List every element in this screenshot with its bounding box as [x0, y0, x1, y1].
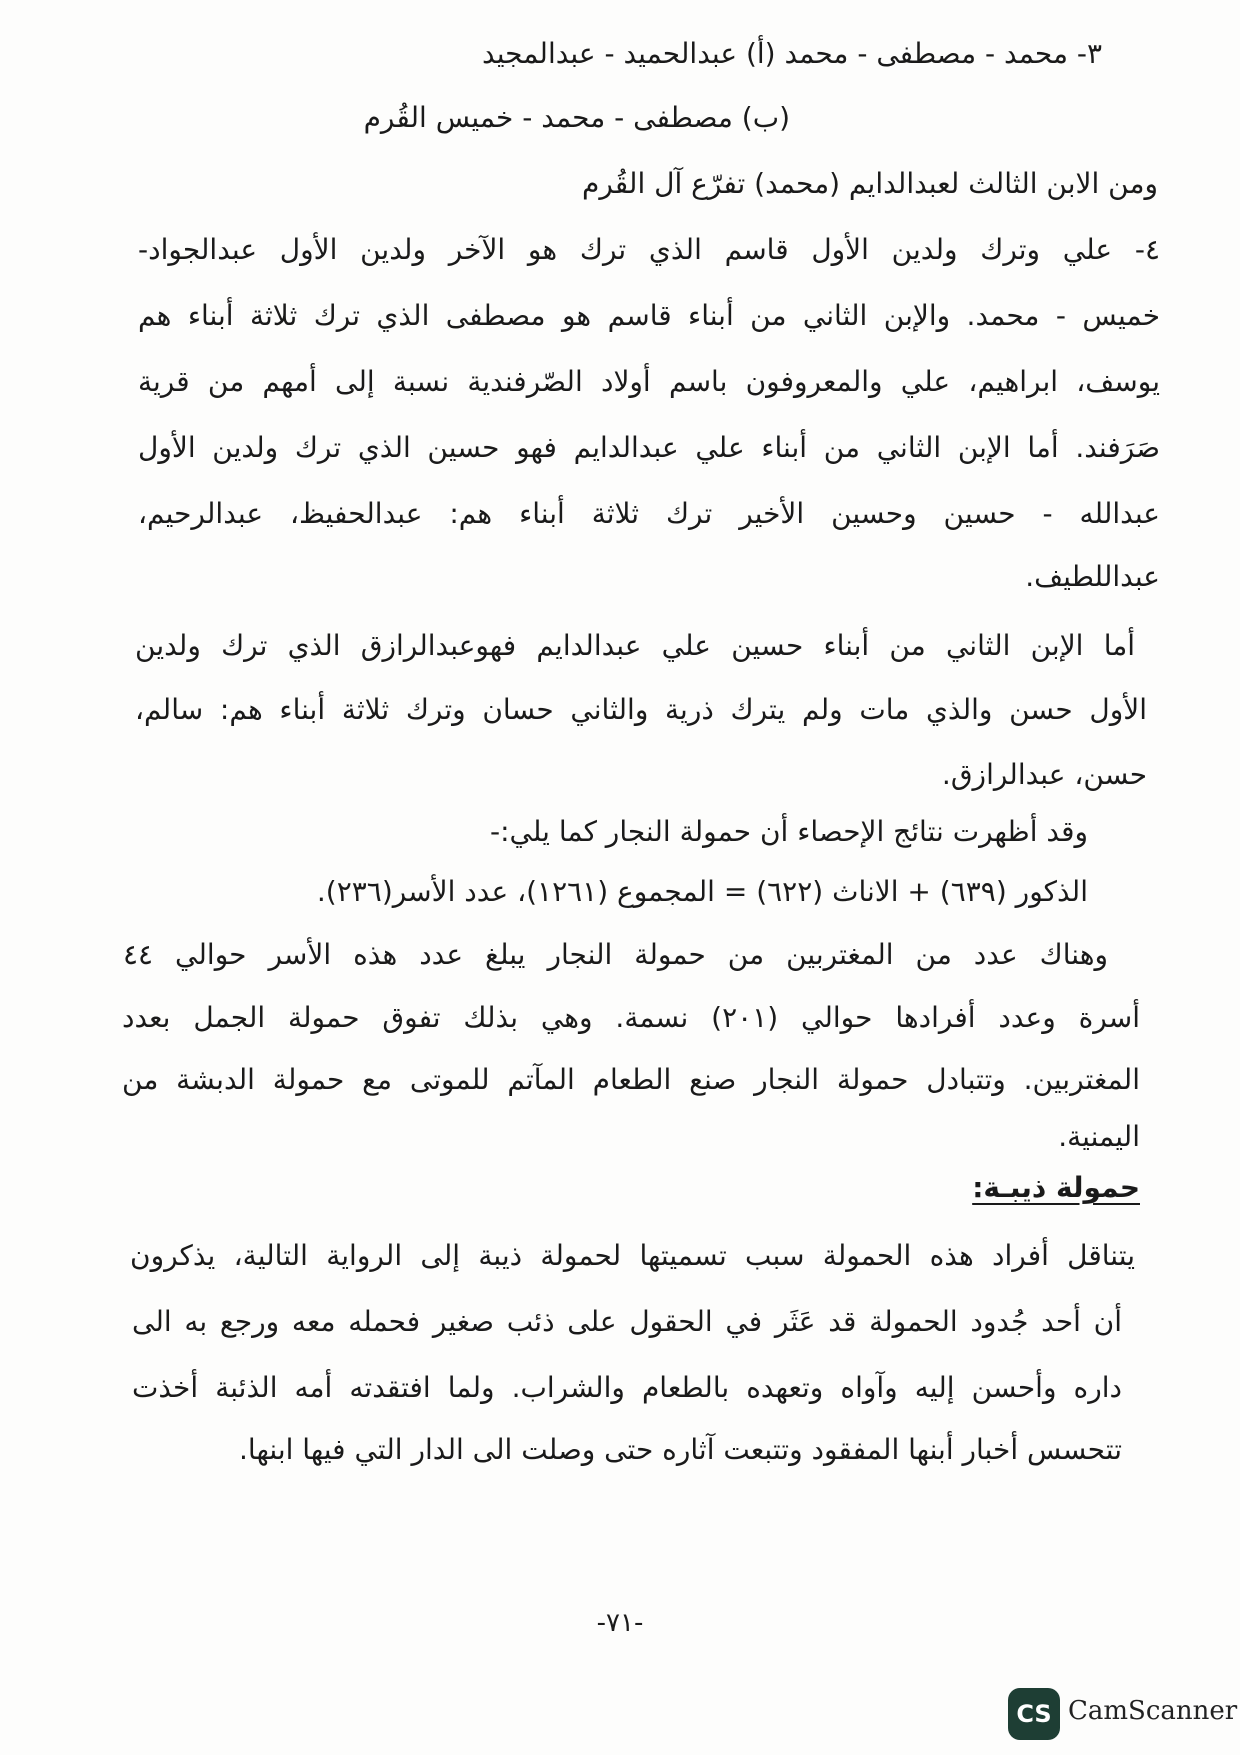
text-line: تتحسس أخبار أبنها المفقود وتتبعت آثاره حتى وصلت الى الدار التي فيها ابنها. [239, 1433, 1122, 1466]
text-line: الذكور (٦٣٩) + الاناث (٦٢٢) = المجموع (١٢٦١)، عدد الأسر(٢٣٦). [316, 875, 1088, 908]
text-line: (ب) مصطفى - محمد - خميس القُرم [363, 101, 790, 134]
text-line: ومن الابن الثالث لعبدالدايم (محمد) تفرّع آل القُرم [581, 167, 1158, 200]
text-line: أن أحد جُدود الحمولة قد عَثَر في الحقول على ذئب صغير فحمله معه ورجع به الى [132, 1305, 1122, 1338]
text-line: يتناقل أفراد هذه الحمولة سبب تسميتها لحمولة ذيبة إلى الرواية التالية، يذكرون [130, 1239, 1135, 1272]
text-line: ٣- محمد - مصطفى - محمد (أ) عبدالحميد - عبدالمجيد [482, 37, 1102, 70]
text-line: أما الإبن الثاني من أبناء حسين علي عبدالدايم فهوعبدالرازق الذي ترك ولدين [135, 629, 1135, 662]
camscanner-logo-icon: CS [1008, 1688, 1060, 1740]
text-line: اليمنية. [1058, 1120, 1140, 1153]
text-line: عبدالله - حسين وحسين الأخير ترك ثلاثة أبناء هم: عبدالحفيظ، عبدالرحيم، [138, 497, 1160, 530]
text-line: أسرة وعدد أفرادها حوالي (٢٠١) نسمة. وهي بذلك تفوق حمولة الجمل بعدد [122, 1001, 1140, 1034]
text-line: يوسف، ابراهيم، علي والمعروفون باسم أولاد الصّرفندية نسبة إلى أمهم من قرية [138, 365, 1160, 398]
text-line: وقد أظهرت نتائج الإحصاء أن حمولة النجار كما يلي:- [490, 815, 1088, 848]
text-line: داره وأحسن إليه وآواه وتعهده بالطعام والشراب. ولما افتقدته أمه الذئبة أخذت [132, 1371, 1122, 1404]
camscanner-watermark-text: CamScanner [1068, 1696, 1238, 1726]
text-line: وهناك عدد من المغتربين من حمولة النجار يبلغ عدد هذه الأسر حوالي ٤٤ [123, 938, 1108, 971]
text-line: الأول حسن والذي مات ولم يترك ذرية والثاني حسان وترك ثلاثة أبناء هم: سالم، [135, 693, 1147, 726]
text-line: المغتربين. وتتبادل حمولة النجار صنع الطعام المآتم للموتى مع حمولة الدبشة من [122, 1063, 1140, 1096]
text-line: خميس - محمد. والإبن الثاني من أبناء قاسم هو مصطفى الذي ترك ثلاثة أبناء هم [138, 299, 1160, 332]
page-number: -٧١- [596, 1608, 644, 1638]
text-line: حسن، عبدالرازق. [941, 758, 1147, 791]
text-line: صَرَفند. أما الإبن الثاني من أبناء علي عبدالدايم فهو حسين الذي ترك ولدين الأول [138, 431, 1160, 464]
text-line: ٤- علي وترك ولدين الأول قاسم الذي ترك هو الآخر ولدين الأول عبدالجواد- [138, 233, 1160, 266]
text-line: عبداللطيف. [1025, 560, 1160, 593]
section-heading: حمولة ذيبـة: [972, 1171, 1140, 1204]
